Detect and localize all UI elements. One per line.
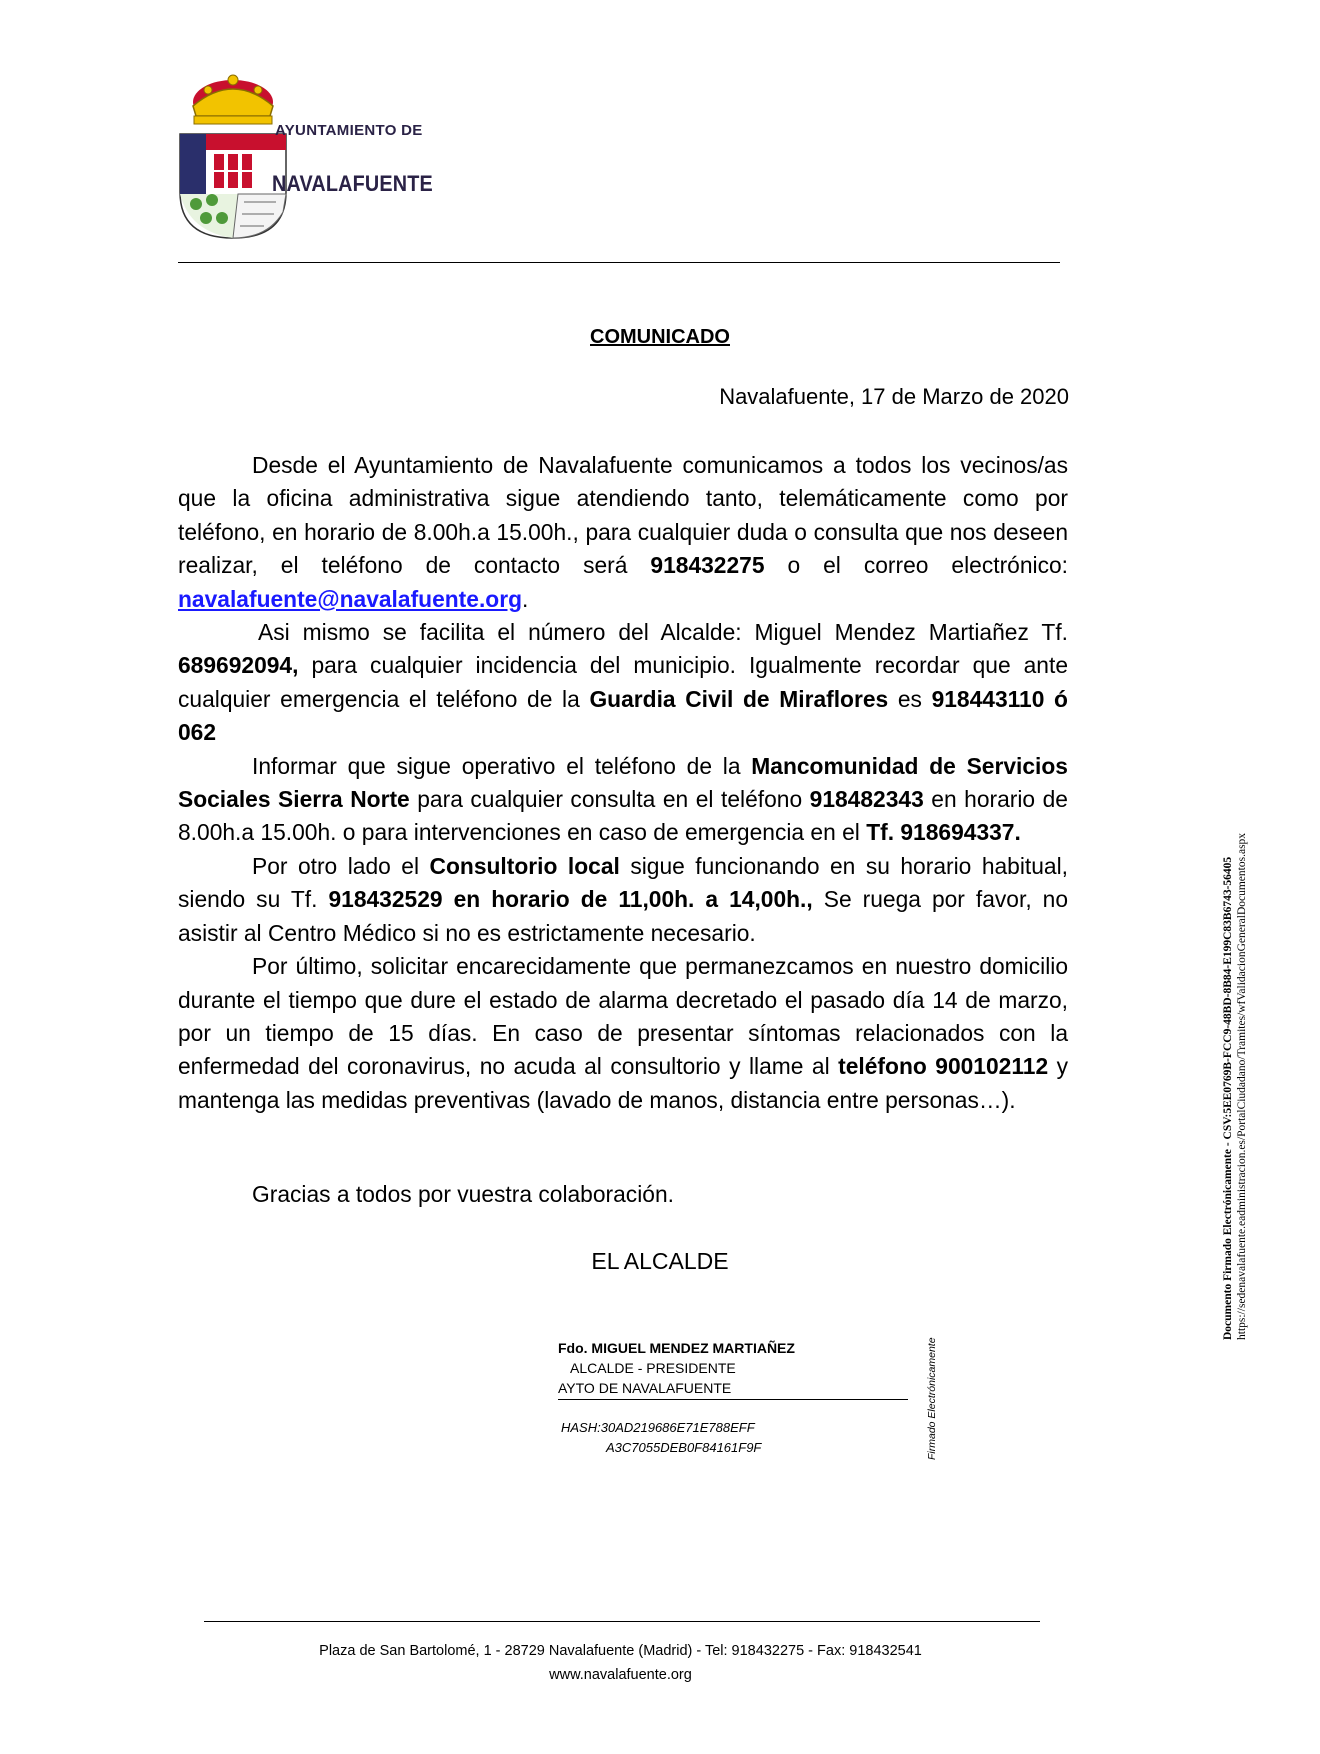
signature-hash-2: A3C7055DEB0F84161F9F xyxy=(606,1440,762,1455)
side-stamp-csv: Documento Firmado Electrónicamente - CSV:5EE0769B-FCC9-48BD-8B84-E199C83B6743-56405 xyxy=(1222,856,1234,1340)
email-link[interactable]: navalafuente@navalafuente.org xyxy=(178,585,523,612)
text: . xyxy=(522,585,529,612)
text: Informar que sigue operativo el teléfono de la xyxy=(252,752,752,779)
paragraph-3 xyxy=(178,750,1068,850)
phone-number: 918432275 xyxy=(650,552,765,579)
signer-role: ALCALDE - PRESIDENTE xyxy=(570,1360,736,1376)
emphasis: Consultorio local xyxy=(429,852,620,879)
text: y mantenga las medidas preventivas (lavado de manos, distancia entre personas…). xyxy=(178,1053,1069,1113)
side-stamp-url: https://sedenavalafuente.eadministracion.es/PortalCiudadano/Tramites/wfValidacionGeneralDocumentos.aspx xyxy=(1236,832,1248,1340)
footer-website[interactable]: www.navalafuente.org xyxy=(549,1667,692,1683)
text: Por último, solicitar encarecidamente que permanezcamos en nuestro domicilio durante el tiempo que dure el estado de alarma decretado el pasado día 14 de marzo, por un tiempo de 15 días. En caso de presentar síntomas relacionados con la enfermedad del coronavirus, no acuda al consultorio y llame al xyxy=(178,953,1068,1080)
phone-number: 918482343 xyxy=(809,786,924,813)
text: Desde el Ayuntamiento de Navalafuente comunicamos a todos los vecinos/as que la oficina administrativa sigue atendiendo tanto, telemáticamente como por teléfono, en horario de 8.00h.a 15.00h., para cualquier duda o consulta que nos deseen realizar, el teléfono de contacto será xyxy=(178,452,1068,579)
document-body xyxy=(178,449,1068,1117)
municipal-logo xyxy=(178,72,418,240)
document-title: COMUNICADO xyxy=(590,326,730,348)
coat-of-arms-icon xyxy=(178,72,288,240)
phone-number: 918443110 ó 062 xyxy=(178,685,1068,746)
document-date: Navalafuente, 17 de Marzo de 2020 xyxy=(719,384,1069,409)
text: Por otro lado el xyxy=(252,852,430,879)
signature-hash-1: HASH:30AD219686E71E788EFF xyxy=(561,1420,755,1435)
electronic-signature-note: Firmado Electrónicamente xyxy=(926,1337,938,1460)
closing-line: Gracias a todos por vuestra colaboración. xyxy=(252,1181,674,1207)
signer-title: EL ALCALDE xyxy=(591,1248,729,1274)
text: para cualquier consulta en el teléfono xyxy=(409,786,810,813)
signer-org: AYTO DE NAVALAFUENTE xyxy=(558,1380,732,1396)
paragraph-5 xyxy=(178,950,1068,1117)
paragraph-4 xyxy=(178,850,1068,950)
text: es xyxy=(888,685,932,712)
text: Asi mismo se facilita el número del Alcalde: Miguel Mendez Martiañez Tf. xyxy=(258,619,1068,646)
text: o el correo electrónico: xyxy=(764,552,1069,579)
org-name-line2: NAVALAFUENTE xyxy=(272,171,433,196)
text: sigue funcionando en su horario habitual, siendo su Tf. xyxy=(178,852,1069,913)
phone-number: 918432529 en horario de 11,00h. a 14,00h., xyxy=(328,886,813,913)
footer-address: Plaza de San Bartolomé, 1 - 28729 Navalafuente (Madrid) - Tel: 918432275 - Fax: 918432541 xyxy=(319,1643,922,1659)
text: para cualquier incidencia del municipio. Igualmente recordar que ante cualquier emergencia el teléfono de la xyxy=(178,652,1068,712)
emphasis: Guardia Civil de Miraflores xyxy=(589,685,889,712)
phone-number: 689692094, xyxy=(178,652,299,679)
paragraph-1 xyxy=(178,449,1068,616)
signature-block xyxy=(558,1338,795,1398)
footer-divider xyxy=(204,1621,1040,1622)
text: en horario de 8.00h.a 15.00h. o para intervenciones en caso de emergencia en el xyxy=(178,786,1068,846)
emphasis: Mancomunidad de Servicios Sociales Sierra Norte xyxy=(178,752,1068,813)
signer-name: Fdo. MIGUEL MENDEZ MARTIAÑEZ xyxy=(558,1340,795,1356)
signature-divider xyxy=(558,1399,908,1400)
phone-number: teléfono 900102112 xyxy=(838,1053,1049,1080)
text: Se ruega por favor, no asistir al Centro Médico si no es estrictamente necesario. xyxy=(178,886,1069,946)
org-name-line1: AYUNTAMIENTO DE xyxy=(275,122,423,139)
header-divider xyxy=(178,262,1060,263)
phone-number: Tf. 918694337. xyxy=(866,819,1021,846)
paragraph-2 xyxy=(178,616,1068,750)
